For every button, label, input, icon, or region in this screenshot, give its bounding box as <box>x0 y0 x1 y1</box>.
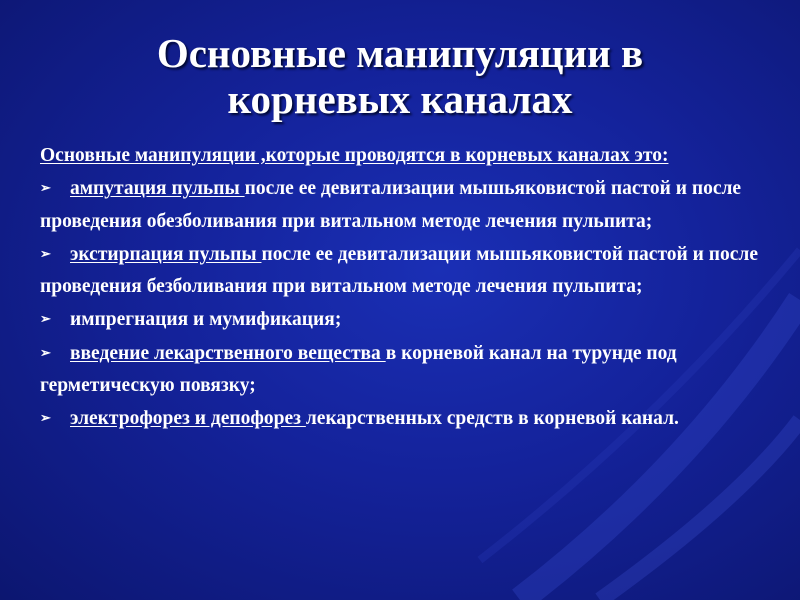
arrow-bullet-icon: ➢ <box>40 410 51 426</box>
list-item <box>40 238 770 304</box>
list-item <box>40 172 770 238</box>
arrow-bullet-icon: ➢ <box>40 344 51 360</box>
list-item-text: лекарственных средств в корневой канал. <box>305 408 679 430</box>
list-item <box>40 303 770 336</box>
slide-title <box>40 30 760 122</box>
list-item-text: импрегнация и мумификация; <box>70 309 342 331</box>
arrow-bullet-icon: ➢ <box>40 245 51 261</box>
slide-body <box>40 140 770 436</box>
intro-underlined: Основные манипуляции ,которые проводятся в корневых каналах это: <box>40 145 669 166</box>
arrow-bullet-icon: ➢ <box>40 180 51 196</box>
list-item-text: после ее девитализации мышьяковистой пастой и после проведения обезболивания при витальном методе лечения пульпита; <box>40 178 742 232</box>
list-item <box>40 402 770 435</box>
list-item-term: ампутация пульпы <box>70 178 245 200</box>
list-item-term: экстирпация пульпы <box>70 243 262 265</box>
list-item-text: после ее девитализации мышьяковистой пастой и после проведения безболивания при витальном методе лечения пульпита; <box>40 243 758 298</box>
list-item-term: введение лекарственного вещества <box>70 342 386 364</box>
intro-text <box>40 140 770 172</box>
list-item-text: в корневой канал на турунде под герметическую повязку; <box>40 342 677 397</box>
list-item-term: электрофорез и депофорез <box>70 408 306 430</box>
arrow-bullet-icon: ➢ <box>40 311 51 327</box>
title-line-1: Основные манипуляции в <box>156 30 644 76</box>
title-line-2: корневых каналах <box>227 76 573 122</box>
list-item <box>40 337 770 403</box>
